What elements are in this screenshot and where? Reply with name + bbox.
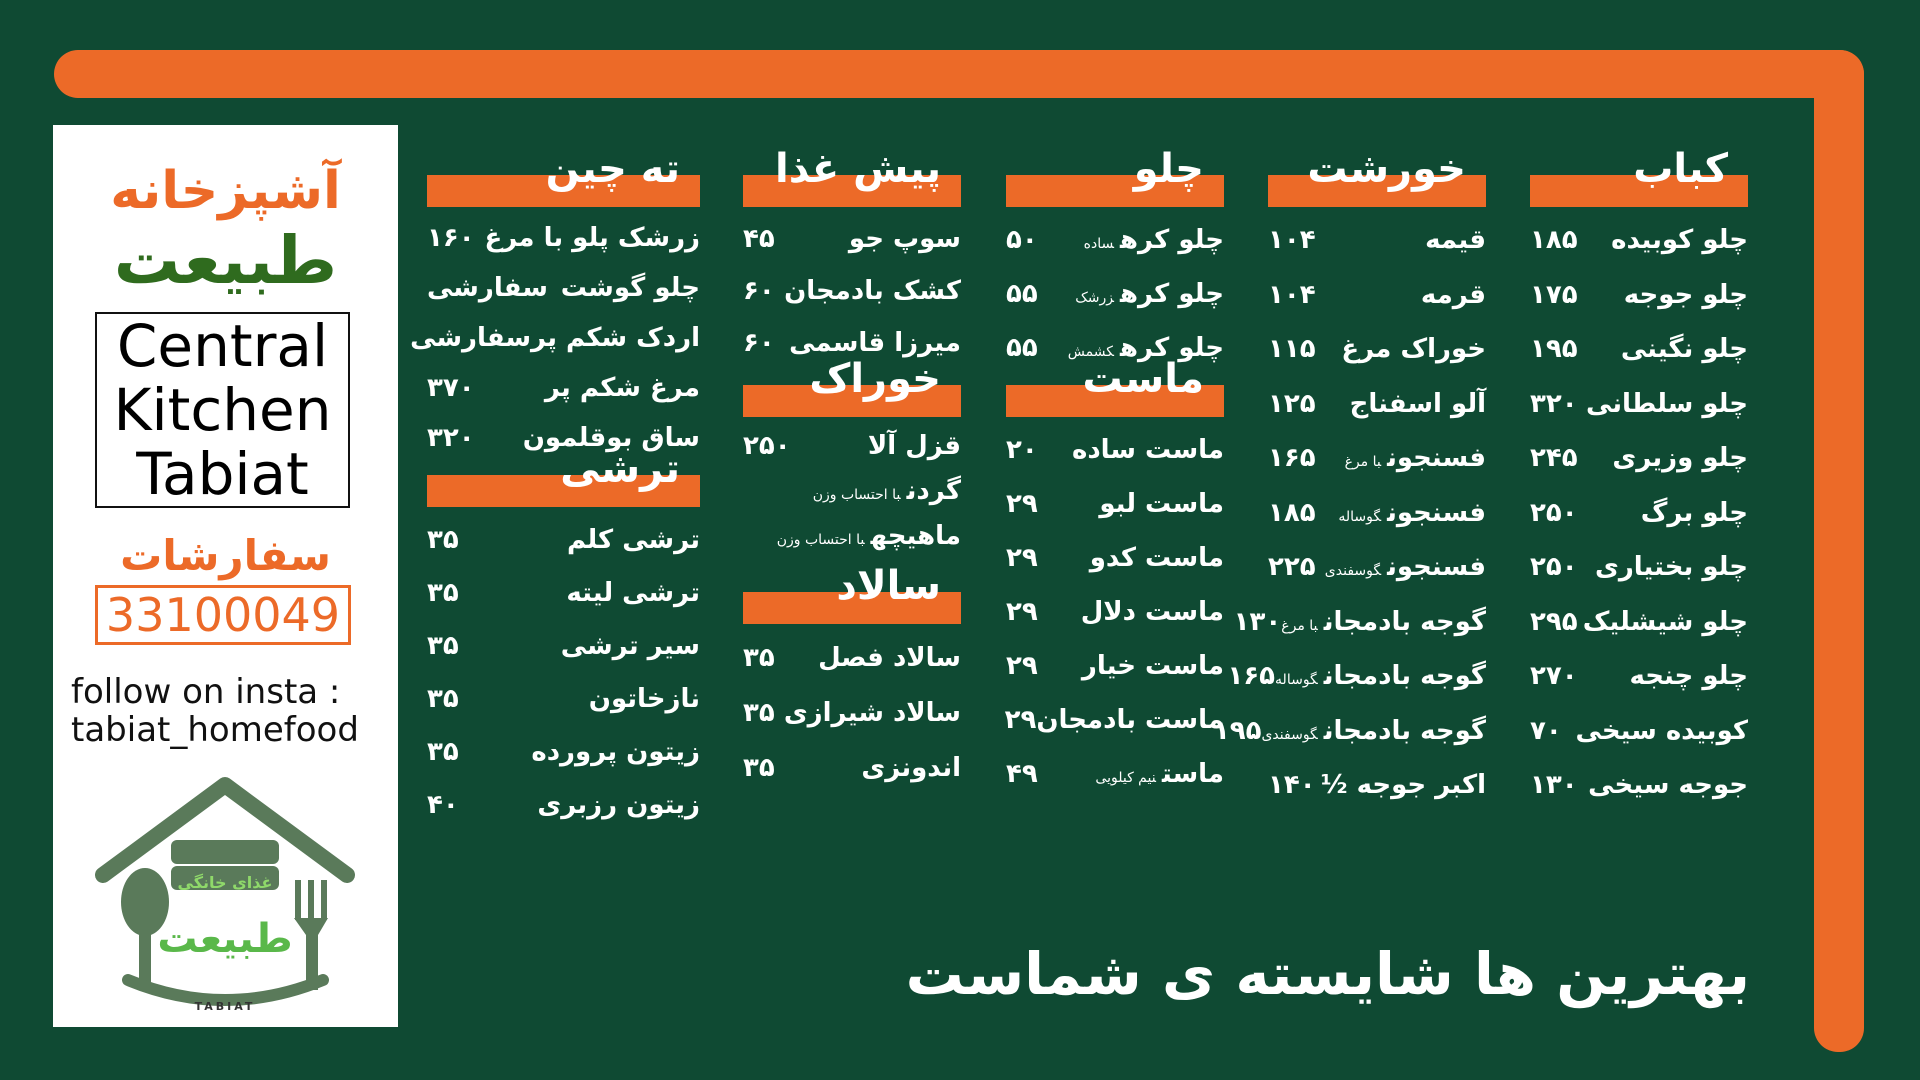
item-name: ماست دلال bbox=[1080, 597, 1224, 627]
item-price: ۶۰ bbox=[743, 328, 775, 358]
item-price: ۲۹ bbox=[1006, 597, 1038, 627]
section-title: کباب bbox=[1633, 146, 1728, 192]
section-title: خورشت bbox=[1307, 146, 1466, 192]
item-name-wrap bbox=[1612, 443, 1748, 473]
item-name-wrap bbox=[1621, 334, 1748, 364]
orange-frame-top bbox=[54, 50, 1864, 98]
logo-name: طبیعت bbox=[157, 916, 293, 962]
item-name-wrap bbox=[777, 521, 961, 551]
item-name-wrap bbox=[1350, 389, 1486, 419]
menu-item bbox=[1006, 585, 1224, 639]
menu-item bbox=[743, 740, 961, 795]
section-header-bar bbox=[427, 446, 700, 507]
item-price: ۲۵۰ bbox=[1530, 552, 1578, 583]
item-price: ۴۹ bbox=[1006, 759, 1038, 789]
menu-section bbox=[410, 146, 700, 463]
item-name: ترشی لیته bbox=[566, 577, 700, 608]
item-price: ۱۰۴ bbox=[1268, 279, 1316, 310]
item-name-wrap bbox=[1421, 280, 1486, 310]
section-header-bar bbox=[427, 146, 700, 207]
item-name: گوجه بادمجان bbox=[1323, 661, 1486, 692]
item-list bbox=[1006, 213, 1224, 375]
item-name-wrap bbox=[561, 273, 700, 303]
item-price: ۱۱۵ bbox=[1268, 334, 1316, 365]
item-name-wrap bbox=[484, 223, 700, 253]
item-name: چلو سلطانی bbox=[1585, 388, 1748, 419]
item-name-wrap bbox=[1338, 498, 1486, 528]
item-name: چلو کره bbox=[1119, 225, 1224, 255]
item-name-wrap bbox=[818, 643, 961, 673]
item-name-wrap bbox=[861, 753, 961, 783]
menu-item bbox=[743, 213, 961, 265]
menu-section bbox=[743, 563, 961, 795]
item-name: چلو کره bbox=[1119, 279, 1224, 309]
menu-item bbox=[1268, 213, 1486, 268]
item-price: ۷۰ bbox=[1530, 715, 1562, 746]
item-name-wrap bbox=[545, 373, 700, 403]
item-name-wrap bbox=[1345, 443, 1486, 473]
menu-item bbox=[743, 513, 961, 558]
item-list bbox=[1006, 423, 1224, 801]
item-name: آلو اسفناج bbox=[1349, 388, 1486, 419]
section-header-bar bbox=[743, 563, 961, 624]
menu-item bbox=[1233, 595, 1486, 650]
menu-item bbox=[743, 630, 961, 685]
menu-item bbox=[1530, 377, 1748, 432]
item-note: گوساله bbox=[1338, 508, 1382, 525]
menu-item bbox=[1530, 595, 1748, 650]
item-name-wrap bbox=[531, 737, 700, 767]
item-name: سوپ جو bbox=[848, 224, 961, 254]
item-name-wrap bbox=[1595, 552, 1748, 582]
menu-item bbox=[1006, 531, 1224, 585]
item-name: چلو برگ bbox=[1640, 497, 1748, 528]
menu-item bbox=[1006, 267, 1224, 321]
item-price: ۵۵ bbox=[1006, 279, 1038, 309]
item-name-wrap bbox=[1425, 225, 1486, 255]
item-name: زیتون رزبری bbox=[537, 789, 700, 820]
menu-item bbox=[427, 263, 700, 313]
item-price: ۲۹ bbox=[1004, 705, 1037, 735]
insta-line: follow on insta : bbox=[71, 672, 341, 712]
item-name: خوراک مرغ bbox=[1341, 334, 1486, 365]
menu-item bbox=[1227, 649, 1486, 704]
english-line: Tabiat bbox=[136, 440, 309, 508]
item-name-wrap bbox=[1275, 661, 1486, 691]
menu-item bbox=[1268, 486, 1486, 541]
item-name: قزل آلا bbox=[867, 430, 961, 461]
item-name: چلو بختیاری bbox=[1595, 552, 1748, 583]
item-price: ۲۰ bbox=[1006, 435, 1038, 465]
item-name: فسنجون bbox=[1387, 552, 1486, 583]
item-name-wrap bbox=[589, 684, 700, 714]
section-title: پیش غذا bbox=[775, 146, 941, 192]
item-price: ۲۲۵ bbox=[1268, 552, 1316, 583]
item-price: ۲۷۰ bbox=[1530, 661, 1578, 692]
item-name: قرمه bbox=[1420, 279, 1486, 310]
item-name-wrap bbox=[537, 790, 700, 820]
item-name: چلو گوشت bbox=[560, 273, 700, 303]
item-list bbox=[743, 630, 961, 795]
section-header-bar bbox=[743, 146, 961, 207]
item-name-wrap bbox=[566, 578, 700, 608]
item-name-wrap bbox=[561, 631, 700, 661]
item-price: ۲۹ bbox=[1006, 543, 1038, 573]
menu-section bbox=[427, 446, 700, 831]
item-price: ۲۵۰ bbox=[743, 430, 791, 461]
menu-item bbox=[1006, 423, 1224, 477]
menu-item bbox=[1530, 213, 1748, 268]
item-name-wrap bbox=[1576, 716, 1748, 746]
item-name: چلو شیشلیک bbox=[1582, 606, 1748, 637]
menu-item bbox=[427, 213, 700, 263]
item-name: اندونزی bbox=[861, 752, 961, 783]
item-price: ۵۵ bbox=[1006, 333, 1038, 363]
menu-item bbox=[427, 363, 700, 413]
item-name-wrap bbox=[784, 276, 961, 306]
item-name: ماست bbox=[1161, 759, 1224, 789]
item-price: ۲۹ bbox=[1006, 651, 1038, 681]
item-name: کشک بادمجان bbox=[784, 276, 961, 306]
menu-item bbox=[1530, 649, 1748, 704]
item-name: مرغ شکم پر bbox=[544, 373, 700, 403]
item-name-wrap bbox=[1075, 279, 1224, 309]
item-price: ۱۷۵ bbox=[1530, 279, 1578, 310]
section-header-bar bbox=[1268, 146, 1486, 207]
menu-item bbox=[1006, 639, 1224, 693]
item-price: ۳۵ bbox=[427, 524, 459, 555]
item-name: سیر ترشی bbox=[560, 630, 700, 661]
menu-item bbox=[1268, 758, 1486, 813]
item-name-wrap bbox=[1099, 489, 1224, 519]
item-name: ماست کدو bbox=[1089, 543, 1224, 573]
item-name: زیتون پرورده bbox=[531, 736, 700, 767]
item-name: ماست بادمجان bbox=[1036, 705, 1224, 735]
item-price: ۳۵ bbox=[427, 630, 459, 661]
item-price: ۵۰ bbox=[1006, 225, 1038, 255]
item-name: چلو کوبیده bbox=[1611, 225, 1748, 256]
section-title: ماست bbox=[1082, 356, 1204, 402]
item-name-wrap bbox=[1611, 225, 1748, 255]
menu-item bbox=[1530, 431, 1748, 486]
item-name-wrap bbox=[1588, 770, 1748, 800]
item-name: اکبر جوجه ½ bbox=[1320, 770, 1486, 801]
item-price: ۱۶۰ bbox=[427, 223, 475, 253]
slogan: بهترین ها شایسته ی شماست bbox=[905, 940, 1750, 1008]
item-name-wrap bbox=[1325, 552, 1486, 582]
section-header-bar bbox=[1006, 146, 1224, 207]
item-name: میرزا قاسمی bbox=[789, 328, 961, 358]
item-price: ۶۰ bbox=[743, 276, 775, 306]
item-name: اردک شکم پر bbox=[531, 323, 700, 353]
brand-panel bbox=[53, 125, 398, 1027]
menu-section bbox=[1530, 146, 1748, 813]
item-name: ماست لبو bbox=[1099, 489, 1224, 519]
item-price: ۲۵۰ bbox=[1530, 497, 1578, 528]
menu-item bbox=[1530, 268, 1748, 323]
item-price: ۱۹۵ bbox=[1213, 715, 1262, 746]
item-list bbox=[743, 213, 961, 369]
item-name-wrap bbox=[1629, 661, 1748, 691]
item-name: قیمه bbox=[1425, 225, 1486, 256]
item-name-wrap bbox=[784, 698, 961, 728]
item-name-wrap bbox=[1321, 770, 1486, 800]
item-note: با احتساب وزن bbox=[812, 486, 901, 503]
item-note: با مرغ bbox=[1281, 617, 1318, 634]
item-list bbox=[410, 213, 700, 463]
central-kitchen-box bbox=[95, 312, 350, 508]
menu-item bbox=[743, 685, 961, 740]
item-note: کشمش bbox=[1067, 344, 1114, 360]
menu-item bbox=[1268, 377, 1486, 432]
menu-item bbox=[743, 468, 961, 513]
item-price: ۳۲۰ bbox=[427, 423, 475, 453]
item-name: فسنجون bbox=[1387, 443, 1486, 474]
menu-item bbox=[1530, 758, 1748, 813]
item-price: ۲۹ bbox=[1006, 489, 1038, 519]
item-note: گوساله bbox=[1275, 672, 1318, 689]
item-name: گوجه بادمجان bbox=[1323, 606, 1486, 637]
menu-section bbox=[743, 146, 961, 369]
menu-item bbox=[1530, 704, 1748, 759]
item-price: ۲۴۵ bbox=[1530, 443, 1578, 474]
item-price: ۱۹۵ bbox=[1530, 334, 1578, 365]
item-note: با احتساب وزن bbox=[776, 531, 865, 548]
item-price: ۳۵ bbox=[427, 736, 459, 767]
item-price: ۳۵ bbox=[427, 683, 459, 714]
item-price: ۱۳۰ bbox=[1233, 606, 1282, 637]
menu-section bbox=[1004, 356, 1224, 801]
item-price: ۳۵ bbox=[743, 697, 775, 728]
item-name-wrap bbox=[1084, 225, 1224, 255]
item-name: چلو وزیری bbox=[1612, 443, 1748, 474]
section-header-bar bbox=[1006, 356, 1224, 417]
item-price: ۴۰ bbox=[427, 789, 459, 820]
section-title: سالاد bbox=[836, 563, 941, 609]
brand-title-line1: آشپزخانه bbox=[110, 161, 341, 221]
section-title: چلو bbox=[1133, 146, 1204, 192]
menu-item bbox=[427, 672, 700, 725]
item-name-wrap bbox=[1341, 334, 1486, 364]
item-note: ساده bbox=[1083, 236, 1114, 252]
item-price: ۱۰۴ bbox=[1268, 225, 1316, 256]
menu-item bbox=[1268, 268, 1486, 323]
item-price: ۳۵ bbox=[427, 577, 459, 608]
item-name-wrap bbox=[1624, 280, 1748, 310]
item-price: ۳۷۰ bbox=[427, 373, 475, 403]
menu-item bbox=[743, 265, 961, 317]
item-price: ۱۸۵ bbox=[1530, 225, 1578, 256]
item-list bbox=[1213, 213, 1486, 813]
menu-item bbox=[427, 778, 700, 831]
item-note: گوسفندی bbox=[1324, 563, 1382, 580]
phone-number: 33100049 bbox=[95, 585, 351, 645]
menu-item bbox=[1006, 747, 1224, 801]
item-price: ۲۹۵ bbox=[1530, 606, 1578, 637]
house-logo-icon bbox=[83, 770, 368, 1020]
item-price: ۱۶۵ bbox=[1227, 661, 1276, 692]
item-price: سفارشی bbox=[427, 273, 548, 303]
item-note: با مرغ bbox=[1344, 454, 1382, 471]
item-name: چلو کره bbox=[1119, 333, 1224, 363]
logo-caption: غذای خانگی bbox=[177, 873, 273, 892]
item-name: سالاد فصل bbox=[818, 642, 961, 673]
menu-item bbox=[427, 566, 700, 619]
item-list bbox=[743, 423, 961, 558]
item-name: چلو جوجه bbox=[1623, 279, 1748, 310]
menu-item bbox=[1530, 486, 1748, 541]
item-name-wrap bbox=[1072, 435, 1224, 465]
item-name-wrap bbox=[1583, 607, 1748, 637]
item-name: نازخاتون bbox=[588, 683, 700, 714]
item-name: جوجه سیخی bbox=[1588, 770, 1748, 801]
english-line: Central bbox=[116, 312, 329, 380]
item-name: کوبیده سیخی bbox=[1575, 715, 1748, 746]
menu-item bbox=[743, 423, 961, 468]
item-name: گوجه بادمجان bbox=[1323, 715, 1486, 746]
item-name: چلو نگینی bbox=[1620, 334, 1748, 365]
item-name-wrap bbox=[1082, 651, 1224, 681]
menu-item bbox=[410, 313, 700, 363]
item-name-wrap bbox=[813, 476, 961, 506]
menu-item bbox=[1006, 477, 1224, 531]
item-price: ۱۸۵ bbox=[1268, 497, 1316, 528]
item-name: ماست خیار bbox=[1081, 651, 1224, 681]
item-name: ماست ساده bbox=[1071, 435, 1224, 465]
brand-title-line2: طبیعت bbox=[113, 222, 338, 299]
item-name-wrap bbox=[849, 224, 961, 254]
section-title: ترشی bbox=[560, 446, 680, 492]
item-price: ۳۵ bbox=[743, 642, 775, 673]
menu-section bbox=[1006, 146, 1224, 375]
section-header-bar bbox=[743, 356, 961, 417]
menu-item bbox=[427, 725, 700, 778]
item-name-wrap bbox=[1081, 597, 1224, 627]
item-price: ۱۳۰ bbox=[1530, 770, 1578, 801]
item-list bbox=[1530, 213, 1748, 813]
item-price: ۱۶۵ bbox=[1268, 443, 1316, 474]
item-name: ساق بوقلمون bbox=[522, 423, 700, 453]
item-name: زرشک پلو با مرغ bbox=[484, 223, 700, 253]
item-note: زرشک bbox=[1075, 290, 1114, 306]
item-name-wrap bbox=[1095, 759, 1224, 789]
menu-item bbox=[1268, 322, 1486, 377]
item-name-wrap bbox=[1641, 498, 1748, 528]
menu-item bbox=[1006, 213, 1224, 267]
menu-section bbox=[1213, 146, 1486, 813]
orange-frame-right bbox=[1814, 50, 1864, 1052]
item-price: ۱۲۵ bbox=[1268, 388, 1316, 419]
item-note: گوسفندی bbox=[1261, 726, 1318, 743]
item-name: ماهیچه bbox=[870, 520, 961, 551]
item-name: چلو چنجه bbox=[1629, 661, 1748, 692]
item-name-wrap bbox=[1281, 607, 1486, 637]
item-name: ترشی کلم bbox=[567, 524, 700, 555]
item-name-wrap bbox=[1036, 705, 1224, 735]
insta-handle: tabiat_homefood bbox=[71, 710, 359, 750]
item-list bbox=[427, 513, 700, 831]
item-name-wrap bbox=[1586, 389, 1748, 419]
menu-item bbox=[427, 513, 700, 566]
item-name: فسنجون bbox=[1387, 497, 1486, 528]
item-name-wrap bbox=[1261, 716, 1486, 746]
instagram-info bbox=[71, 673, 391, 749]
item-name-wrap bbox=[1090, 543, 1224, 573]
menu-item bbox=[1530, 540, 1748, 595]
logo-latin: TABIAT bbox=[194, 1000, 256, 1013]
menu-item bbox=[1268, 540, 1486, 595]
item-name-wrap bbox=[868, 431, 961, 461]
menu-item bbox=[1268, 431, 1486, 486]
section-header-bar bbox=[1530, 146, 1748, 207]
item-note: نیم کیلویی bbox=[1095, 770, 1156, 786]
item-name-wrap bbox=[789, 328, 961, 358]
item-price: ۱۴۰ bbox=[1268, 770, 1316, 801]
item-price: ۳۲۰ bbox=[1530, 388, 1578, 419]
english-line: Kitchen bbox=[113, 376, 332, 444]
section-title: ته چین bbox=[545, 146, 680, 192]
item-name: سالاد شیرازی bbox=[783, 697, 961, 728]
item-price: ۴۵ bbox=[743, 224, 775, 254]
section-title: خوراک bbox=[809, 356, 941, 402]
item-price: سفارشی bbox=[410, 323, 532, 353]
item-name-wrap bbox=[567, 525, 700, 555]
menu-item bbox=[427, 619, 700, 672]
order-label: سفارشات bbox=[120, 531, 331, 580]
menu-item bbox=[1006, 693, 1224, 747]
item-name-wrap bbox=[531, 323, 700, 353]
menu-section bbox=[743, 356, 961, 558]
item-name: گردن bbox=[906, 475, 961, 506]
item-price: ۳۵ bbox=[743, 752, 775, 783]
menu-item bbox=[1213, 704, 1486, 759]
menu-item bbox=[1530, 322, 1748, 377]
